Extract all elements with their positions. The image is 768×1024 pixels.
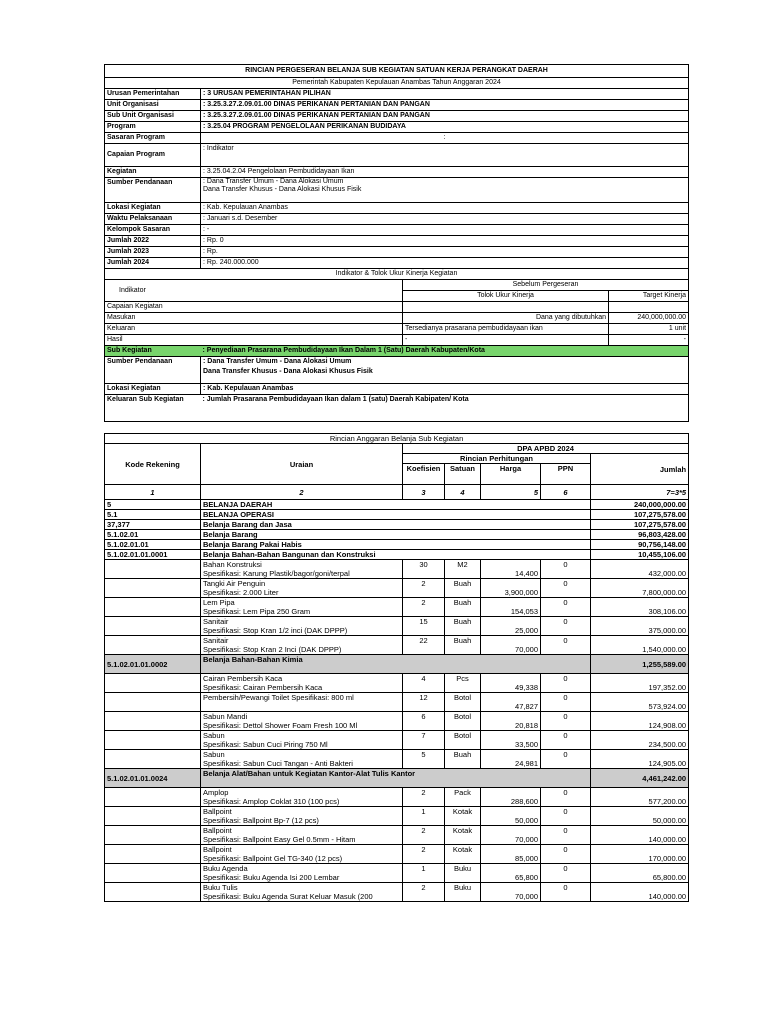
item-harga: 50,000 (481, 807, 541, 826)
col-number: 4 (445, 485, 481, 500)
item-jumlah: 1,540,000.00 (591, 636, 689, 655)
item-name: Pembersih/Pewangi Toilet Spesifikasi: 800 ml (203, 693, 354, 702)
item-satuan: Buah (445, 579, 481, 598)
sumber-label: Sumber Pendanaan (105, 178, 201, 203)
item-name: Cairan Pembersih Kaca (203, 674, 283, 683)
sumber-value-1: : Dana Transfer Umum - Dana Alokasi Umum (203, 178, 344, 185)
col-kode-rekening: Kode Rekening (105, 444, 201, 485)
lokasi2-label: Lokasi Kegiatan (105, 384, 201, 395)
item-koefisien: 2 (403, 826, 445, 845)
account-name: BELANJA DAERAH (201, 500, 591, 510)
item-ppn: 0 (541, 598, 591, 617)
account-name: BELANJA OPERASI (201, 510, 591, 520)
item-name: Bahan Konstruksi (203, 560, 262, 569)
item-row (105, 712, 689, 731)
item-spec: Spesifikasi: Lem Pipa 250 Gram (203, 607, 311, 616)
keluaran-value: : Jumlah Prasarana Pembudidayaan Ikan dalam 1 (satu) Daerah Kabipaten/ Kota (202, 396, 469, 403)
item-satuan: Buku (445, 883, 481, 902)
item-ppn: 0 (541, 636, 591, 655)
item-row (105, 845, 689, 864)
item-koefisien: 30 (403, 560, 445, 579)
sumber-value-2: Dana Transfer Khusus - Dana Alokasi Khusus Fisik (203, 186, 362, 193)
item-satuan: Pack (445, 788, 481, 807)
item-description (201, 826, 403, 845)
item-description (201, 693, 403, 712)
info-value: : 3.25.04 PROGRAM PENGELOLAAN PERIKANAN BUDIDAYA (201, 122, 689, 133)
account-amount: 90,756,148.00 (591, 540, 689, 550)
item-code (105, 636, 201, 655)
summary-row (105, 530, 689, 540)
ind-row-tolok: Dana yang dibutuhkan (403, 313, 609, 324)
col-uraian: Uraian (201, 444, 403, 485)
item-ppn: 0 (541, 845, 591, 864)
item-code (105, 712, 201, 731)
item-code (105, 731, 201, 750)
item-row (105, 560, 689, 579)
item-spec: Spesifikasi: Amplop Coklat 310 (100 pcs) (203, 797, 340, 806)
item-code (105, 617, 201, 636)
subgroup-row (105, 655, 689, 674)
item-ppn: 0 (541, 712, 591, 731)
item-jumlah: 124,905.00 (591, 750, 689, 769)
item-koefisien: 4 (403, 674, 445, 693)
ind-row-label: Capaian Kegiatan (105, 302, 403, 313)
item-koefisien: 2 (403, 788, 445, 807)
sasaran-value: : (201, 133, 689, 144)
item-jumlah: 140,000.00 (591, 883, 689, 902)
item-harga: 24,981 (481, 750, 541, 769)
info2-label: Lokasi Kegiatan (105, 203, 201, 214)
item-harga: 25,000 (481, 617, 541, 636)
ind-row-target: 1 unit (609, 324, 689, 335)
item-ppn: 0 (541, 807, 591, 826)
sasaran-label: Sasaran Program (105, 133, 201, 144)
item-jumlah: 234,500.00 (591, 731, 689, 750)
col-satuan: Satuan (445, 464, 481, 485)
item-code (105, 750, 201, 769)
ind-row-tolok: - (403, 335, 609, 346)
header-table (104, 64, 689, 422)
item-code (105, 693, 201, 712)
document-title: RINCIAN PERGESERAN BELANJA SUB KEGIATAN SATUAN KERJA PERANGKAT DAERAH (105, 65, 689, 78)
summary-row (105, 520, 689, 530)
account-amount: 107,275,578.00 (591, 510, 689, 520)
account-name: Belanja Barang dan Jasa (201, 520, 591, 530)
item-spec: Spesifikasi: Sabun Cuci Tangan - Anti Bakteri (203, 759, 353, 768)
item-jumlah: 50,000.00 (591, 807, 689, 826)
subgroup-row (105, 769, 689, 788)
item-ppn: 0 (541, 750, 591, 769)
item-satuan: Kotak (445, 826, 481, 845)
item-code (105, 826, 201, 845)
item-jumlah: 197,352.00 (591, 674, 689, 693)
item-description (201, 617, 403, 636)
col-dpa: DPA APBD 2024 (403, 444, 689, 454)
col-koefisien: Koefisien (403, 464, 445, 485)
info2-value: : Januari s.d. Desember (201, 214, 689, 225)
info-label: Program (105, 122, 201, 133)
item-koefisien: 12 (403, 693, 445, 712)
capaian-value: : Indikator (201, 144, 689, 167)
item-code (105, 560, 201, 579)
item-spec: Spesifikasi: Stop Kran 1/2 inci (DAK DPPP) (203, 626, 348, 635)
summary-row (105, 500, 689, 510)
item-spec: Spesifikasi: Ballpoint Bp-7 (12 pcs) (203, 816, 319, 825)
item-koefisien: 7 (403, 731, 445, 750)
item-koefisien: 2 (403, 845, 445, 864)
item-jumlah: 140,000.00 (591, 826, 689, 845)
item-satuan: Pcs (445, 674, 481, 693)
item-name: Amplop (203, 788, 229, 797)
item-name: Buku Tulis (203, 883, 238, 892)
item-jumlah: 65,800.00 (591, 864, 689, 883)
budget-table (104, 433, 689, 902)
item-name: Buku Agenda (203, 864, 248, 873)
sumber2-label: Sumber Pendanaan (105, 357, 201, 384)
sebelum-pergeseran: Sebelum Pergeseran (403, 280, 689, 291)
item-code (105, 864, 201, 883)
item-harga: 85,000 (481, 845, 541, 864)
item-row (105, 864, 689, 883)
item-code (105, 598, 201, 617)
item-satuan: Botol (445, 731, 481, 750)
item-ppn: 0 (541, 693, 591, 712)
info2-label: Jumlah 2024 (105, 258, 201, 269)
item-spec: Spesifikasi: Karung Plastik/bagor/goni/terpal (203, 569, 350, 578)
item-row (105, 617, 689, 636)
lokasi2-value: : Kab. Kepulauan Anambas (201, 384, 689, 395)
info2-value: : Rp. 0 (201, 236, 689, 247)
item-description (201, 731, 403, 750)
item-ppn: 0 (541, 864, 591, 883)
item-row (105, 579, 689, 598)
account-name: Belanja Barang (201, 530, 591, 540)
item-name: Lem Pipa (203, 598, 235, 607)
info-value: : 3 URUSAN PEMERINTAHAN PILIHAN (201, 89, 689, 100)
subgroup-code: 5.1.02.01.01.0024 (105, 769, 201, 788)
item-satuan: Buah (445, 750, 481, 769)
item-name: Sabun Mandi (203, 712, 248, 721)
col-number: 7=3*5 (591, 485, 689, 500)
item-koefisien: 2 (403, 883, 445, 902)
item-harga: 70,000 (481, 636, 541, 655)
item-spec: Spesifikasi: Buku Agenda Surat Keluar Masuk (200 (203, 892, 373, 901)
info2-label: Jumlah 2023 (105, 247, 201, 258)
account-amount: 240,000,000.00 (591, 500, 689, 510)
subgroup-name: Belanja Alat/Bahan untuk Kegiatan Kantor-Alat Tulis Kantor (201, 769, 591, 788)
item-jumlah: 432,000.00 (591, 560, 689, 579)
item-name: Ballpoint (203, 826, 232, 835)
info-label: Sub Unit Organisasi (105, 111, 201, 122)
item-harga: 20,818 (481, 712, 541, 731)
info-label: Unit Organisasi (105, 100, 201, 111)
ind-row-tolok: Tersedianya prasarana pembudidayaan ikan (403, 324, 609, 335)
account-name: Belanja Barang Pakai Habis (201, 540, 591, 550)
item-jumlah: 170,000.00 (591, 845, 689, 864)
item-name: Sabun (203, 731, 225, 740)
item-satuan: Botol (445, 712, 481, 731)
document-sheet (104, 64, 688, 902)
item-harga: 154,053 (481, 598, 541, 617)
indikator-label: Indikator (105, 280, 403, 302)
item-row (105, 731, 689, 750)
summary-row (105, 510, 689, 520)
item-koefisien: 2 (403, 579, 445, 598)
info2-value: : - (201, 225, 689, 236)
account-name: Belanja Bahan-Bahan Bangunan dan Konstruksi (201, 550, 591, 560)
info2-label: Jumlah 2022 (105, 236, 201, 247)
item-satuan: Kotak (445, 845, 481, 864)
account-amount: 10,455,106.00 (591, 550, 689, 560)
item-satuan: Buah (445, 636, 481, 655)
col-number: 6 (541, 485, 591, 500)
item-row (105, 598, 689, 617)
item-harga: 288,600 (481, 788, 541, 807)
subgroup-code: 5.1.02.01.01.0002 (105, 655, 201, 674)
item-jumlah: 124,908.00 (591, 712, 689, 731)
ind-row-target (609, 302, 689, 313)
item-description (201, 864, 403, 883)
info2-value: : Rp. 240.000.000 (201, 258, 689, 269)
item-name: Ballpoint (203, 845, 232, 854)
ind-row-label: Keluaran (105, 324, 403, 335)
item-koefisien: 2 (403, 598, 445, 617)
item-name: Sanitair (203, 636, 229, 645)
item-code (105, 579, 201, 598)
document-subtitle: Pemerintah Kabupaten Kepulauan Anambas Tahun Anggaran 2024 (105, 78, 689, 89)
account-code: 5 (105, 500, 201, 510)
item-koefisien: 22 (403, 636, 445, 655)
item-description (201, 788, 403, 807)
col-number: 5 (481, 485, 541, 500)
item-satuan: Buah (445, 598, 481, 617)
item-ppn: 0 (541, 788, 591, 807)
item-ppn: 0 (541, 883, 591, 902)
item-spec: Spesifikasi: Dettol Shower Foam Fresh 100 Ml (203, 721, 358, 730)
item-harga: 47,827 (481, 693, 541, 712)
item-harga: 3,900,000 (481, 579, 541, 598)
item-spec: Spesifikasi: Buku Agenda Isi 200 Lembar (203, 873, 340, 882)
account-code: 5.1 (105, 510, 201, 520)
item-name: Sanitair (203, 617, 229, 626)
ind-row-label: Masukan (105, 313, 403, 324)
item-ppn: 0 (541, 731, 591, 750)
keluaran-label: Keluaran Sub Kegiatan (107, 396, 184, 403)
item-row (105, 693, 689, 712)
kegiatan-value: : 3.25.04.2.04 Pengelolaan Pembudidayaan Ikan (201, 167, 689, 178)
subkeg-value: : Penyediaan Prasarana Pembudidayaan Ikan Dalam 1 (Satu) Daerah Kabupaten/Kota (201, 346, 689, 357)
item-description (201, 560, 403, 579)
item-description (201, 636, 403, 655)
item-koefisien: 6 (403, 712, 445, 731)
item-satuan: Buah (445, 617, 481, 636)
item-jumlah: 577,200.00 (591, 788, 689, 807)
info2-value: : Kab. Kepulauan Anambas (201, 203, 689, 214)
info2-label: Waktu Pelaksanaan (105, 214, 201, 225)
item-koefisien: 5 (403, 750, 445, 769)
item-description (201, 579, 403, 598)
account-code: 37,377 (105, 520, 201, 530)
item-row (105, 750, 689, 769)
item-code (105, 674, 201, 693)
col-harga: Harga (481, 464, 541, 485)
info-label: Urusan Pemerintahan (105, 89, 201, 100)
item-spec: Spesifikasi: 2.000 Liter (203, 588, 279, 597)
sumber2-value-2: Dana Transfer Khusus - Dana Alokasi Khusus Fisik (203, 368, 373, 375)
subkeg-label: Sub Kegiatan (105, 346, 201, 357)
item-jumlah: 308,106.00 (591, 598, 689, 617)
item-jumlah: 573,924.00 (591, 693, 689, 712)
tolok-ukur-header: Tolok Ukur Kinerja (403, 291, 609, 302)
item-jumlah: 7,800,000.00 (591, 579, 689, 598)
item-ppn: 0 (541, 579, 591, 598)
summary-row (105, 550, 689, 560)
col-number: 1 (105, 485, 201, 500)
item-koefisien: 15 (403, 617, 445, 636)
item-ppn: 0 (541, 560, 591, 579)
account-amount: 107,275,578.00 (591, 520, 689, 530)
item-satuan: Kotak (445, 807, 481, 826)
col-number: 2 (201, 485, 403, 500)
item-harga: 70,000 (481, 883, 541, 902)
account-code: 5.1.02.01.01.0001 (105, 550, 201, 560)
subgroup-name: Belanja Bahan-Bahan Kimia (201, 655, 591, 674)
indikator-title: Indikator & Tolok Ukur Kinerja Kegiatan (105, 269, 689, 280)
col-rincian: Rincian Perhitungan (403, 454, 591, 464)
item-satuan: Botol (445, 693, 481, 712)
item-spec: Spesifikasi: Cairan Pembersih Kaca (203, 683, 323, 692)
ind-row-target: - (609, 335, 689, 346)
item-spec: Spesifikasi: Stop Kran 2 Inci (DAK DPPP) (203, 645, 342, 654)
item-harga: 14,400 (481, 560, 541, 579)
item-harga: 49,338 (481, 674, 541, 693)
subgroup-amount: 4,461,242.00 (591, 769, 689, 788)
item-code (105, 845, 201, 864)
capaian-label: Capaian Program (105, 144, 201, 167)
item-koefisien: 1 (403, 864, 445, 883)
item-description (201, 807, 403, 826)
item-name: Ballpoint (203, 807, 232, 816)
summary-row (105, 540, 689, 550)
item-description (201, 883, 403, 902)
item-jumlah: 375,000.00 (591, 617, 689, 636)
ind-row-label: Hasil (105, 335, 403, 346)
ind-row-target: 240,000,000.00 (609, 313, 689, 324)
item-row (105, 674, 689, 693)
item-ppn: 0 (541, 674, 591, 693)
item-description (201, 712, 403, 731)
item-code (105, 807, 201, 826)
account-code: 5.1.02.01.01 (105, 540, 201, 550)
item-code (105, 788, 201, 807)
item-harga: 65,800 (481, 864, 541, 883)
sumber2-value-1: : Dana Transfer Umum - Dana Alokasi Umum (203, 358, 352, 365)
item-row (105, 788, 689, 807)
budget-title: Rincian Anggaran Belanja Sub Kegiatan (105, 434, 689, 444)
item-row (105, 636, 689, 655)
ind-row-tolok (403, 302, 609, 313)
item-koefisien: 1 (403, 807, 445, 826)
item-description (201, 845, 403, 864)
item-row (105, 826, 689, 845)
item-satuan: M2 (445, 560, 481, 579)
budget-body (105, 500, 689, 902)
col-number: 3 (403, 485, 445, 500)
info2-label: Kelompok Sasaran (105, 225, 201, 236)
col-ppn: PPN (541, 464, 591, 485)
info-value: : 3.25.3.27.2.09.01.00 DINAS PERIKANAN PERTANIAN DAN PANGAN (201, 100, 689, 111)
item-description (201, 598, 403, 617)
col-jumlah: Jumlah (591, 454, 689, 485)
subgroup-amount: 1,255,589.00 (591, 655, 689, 674)
item-row (105, 883, 689, 902)
item-name: Sabun (203, 750, 225, 759)
item-spec: Spesifikasi: Ballpoint Gel TG-340 (12 pcs) (203, 854, 343, 863)
item-harga: 70,000 (481, 826, 541, 845)
target-header: Target Kinerja (609, 291, 689, 302)
item-spec: Spesifikasi: Ballpoint Easy Gel 0.5mm - Hitam (203, 835, 356, 844)
item-code (105, 883, 201, 902)
info-value: : 3.25.3.27.2.09.01.00 DINAS PERIKANAN PERTANIAN DAN PANGAN (201, 111, 689, 122)
item-description (201, 750, 403, 769)
item-ppn: 0 (541, 826, 591, 845)
item-harga: 33,500 (481, 731, 541, 750)
item-spec: Spesifikasi: Sabun Cuci Piring 750 Ml (203, 740, 328, 749)
item-description (201, 674, 403, 693)
kegiatan-label: Kegiatan (105, 167, 201, 178)
item-name: Tangki Air Penguin (203, 579, 266, 588)
account-amount: 96,803,428.00 (591, 530, 689, 540)
item-satuan: Buku (445, 864, 481, 883)
info2-value: : Rp. (201, 247, 689, 258)
item-row (105, 807, 689, 826)
account-code: 5.1.02.01 (105, 530, 201, 540)
item-ppn: 0 (541, 617, 591, 636)
